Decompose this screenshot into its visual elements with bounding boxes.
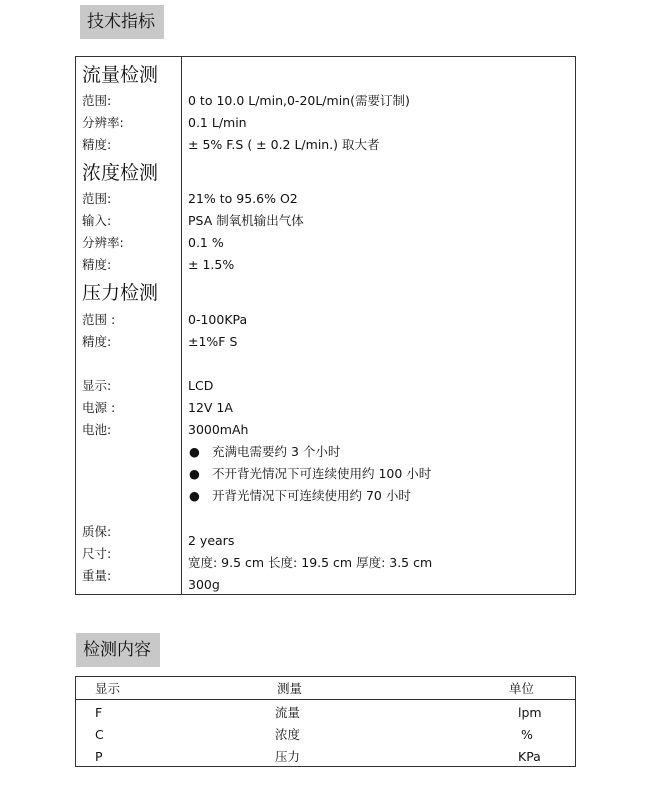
pressure-range-label: 范围 : [82, 312, 116, 327]
flow-resolution-label: 分辨率: [82, 115, 124, 130]
concentration-range-value: 21% to 95.6% O2 [188, 191, 298, 206]
bullet-icon: ● [189, 466, 200, 481]
power-label: 电源 : [82, 400, 116, 415]
table-row-f-code: F [95, 705, 103, 720]
column-header-measurement: 测量 [277, 681, 303, 696]
table-row-c-unit: % [521, 727, 533, 742]
tech-specs-table [75, 56, 576, 595]
size-value: 宽度: 9.5 cm 长度: 19.5 cm 厚度: 3.5 cm [188, 555, 433, 570]
header-divider [76, 699, 575, 700]
column-header-display: 显示 [95, 681, 121, 696]
bullet-icon: ● [189, 488, 200, 503]
table-row-f-measure: 流量 [275, 705, 301, 720]
pressure-accuracy-label: 精度: [82, 334, 112, 349]
size-label: 尺寸: [82, 546, 112, 561]
flow-accuracy-label: 精度: [82, 137, 112, 152]
warranty-label: 质保: [82, 524, 112, 539]
weight-label: 重量: [82, 568, 112, 583]
concentration-section-title: 浓度检测 [82, 162, 159, 184]
flow-range-value: 0 to 10.0 L/min,0-20L/min(需要订制) [188, 93, 410, 108]
pressure-accuracy-value: ±1%F S [188, 334, 238, 349]
concentration-resolution-value: 0.1 % [188, 235, 224, 250]
battery-note-charge-time: 充满电需要约 3 个小时 [212, 444, 341, 459]
tech-specs-heading: 技术指标 [80, 5, 164, 39]
flow-section-title: 流量检测 [82, 64, 159, 86]
flow-accuracy-value: ± 5% F.S ( ± 0.2 L/min.) 取大者 [188, 137, 380, 152]
warranty-value: 2 years [188, 533, 235, 548]
detection-heading: 检测内容 [76, 633, 160, 667]
concentration-input-value: PSA 制氧机输出气体 [188, 213, 304, 228]
power-value: 12V 1A [188, 400, 233, 415]
column-divider [181, 57, 182, 594]
table-row-f-unit: lpm [518, 705, 542, 720]
display-label: 显示: [82, 378, 112, 393]
concentration-range-label: 范围: [82, 191, 112, 206]
battery-value: 3000mAh [188, 422, 249, 437]
display-value: LCD [188, 378, 214, 393]
flow-resolution-value: 0.1 L/min [188, 115, 247, 130]
table-row-c-measure: 浓度 [275, 727, 301, 742]
concentration-input-label: 输入: [82, 213, 112, 228]
battery-note-no-backlight: 不开背光情况下可连续使用约 100 小时 [212, 466, 432, 481]
battery-note-backlight: 开背光情况下可连续使用约 70 小时 [212, 488, 411, 503]
battery-label: 电池: [82, 422, 112, 437]
detection-table [75, 676, 576, 767]
flow-range-label: 范围: [82, 93, 112, 108]
table-row-c-code: C [95, 727, 104, 742]
table-row-p-unit: KPa [518, 749, 541, 764]
weight-value: 300g [188, 577, 220, 592]
table-row-p-measure: 压力 [275, 749, 301, 764]
concentration-accuracy-value: ± 1.5% [188, 257, 235, 272]
pressure-section-title: 压力检测 [82, 282, 159, 304]
concentration-resolution-label: 分辨率: [82, 235, 124, 250]
concentration-accuracy-label: 精度: [82, 257, 112, 272]
table-row-p-code: P [95, 749, 103, 764]
bullet-icon: ● [189, 444, 200, 459]
pressure-range-value: 0-100KPa [188, 312, 248, 327]
column-header-unit: 单位 [509, 681, 535, 696]
